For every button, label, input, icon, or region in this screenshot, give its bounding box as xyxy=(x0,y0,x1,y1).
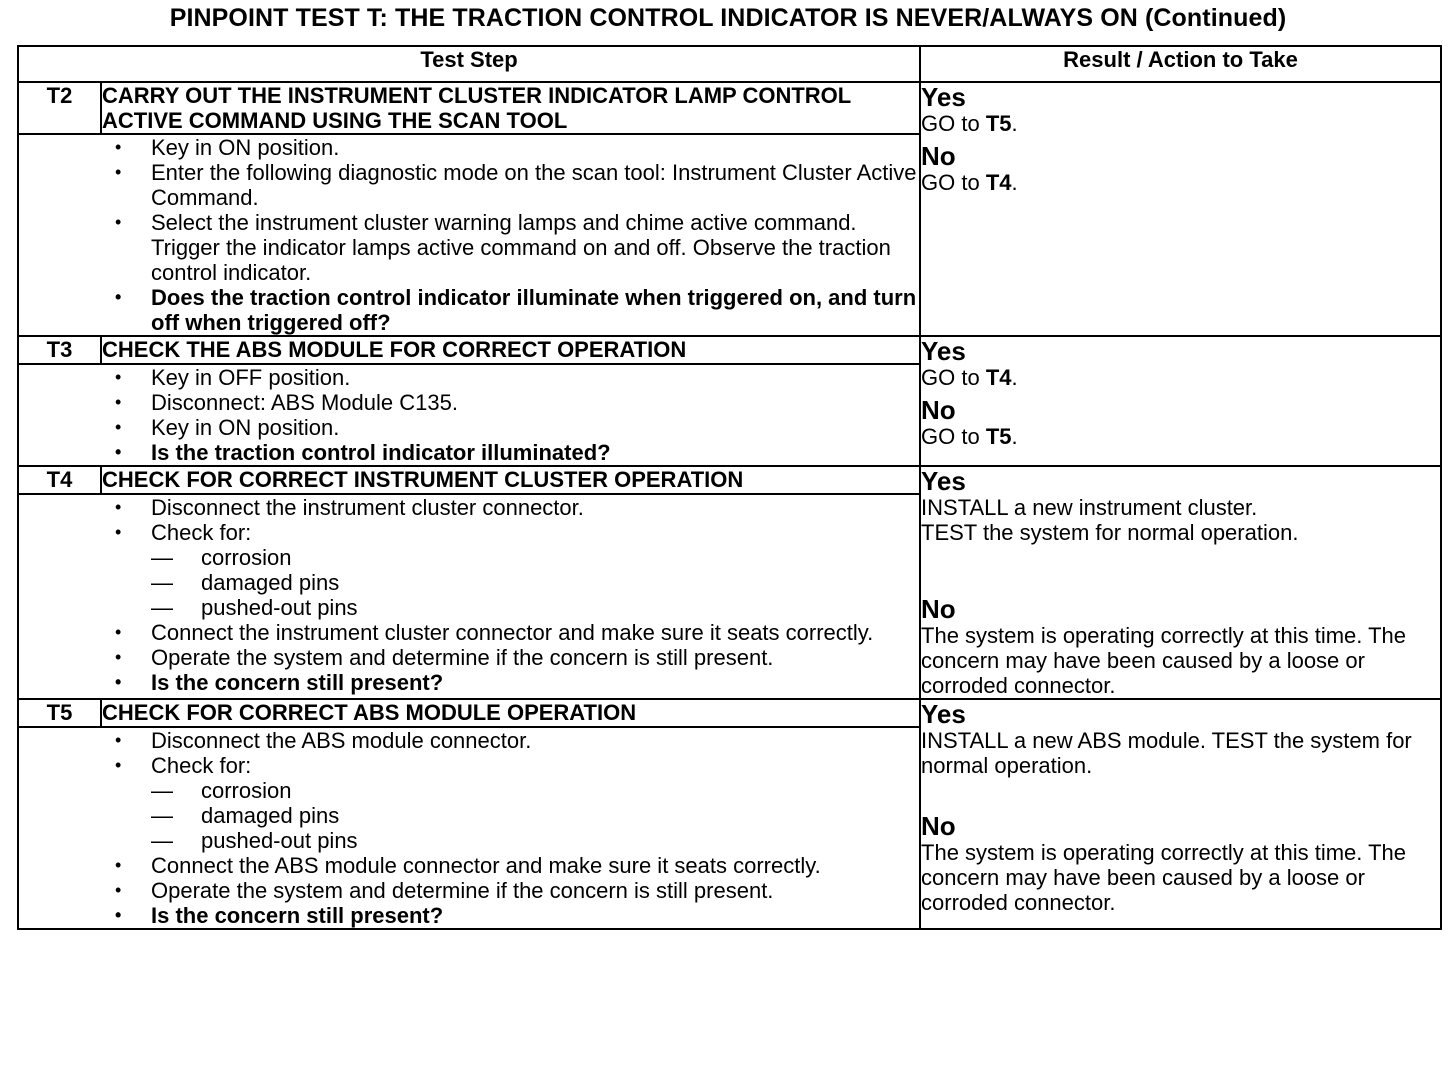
no-label: No xyxy=(921,811,956,841)
step-title: CHECK FOR CORRECT INSTRUMENT CLUSTER OPERATION xyxy=(101,466,920,494)
check-sub-list xyxy=(151,545,919,620)
step-id: T5 xyxy=(18,699,101,727)
no-label: No xyxy=(921,594,956,624)
result-yes xyxy=(921,467,1440,545)
step-body xyxy=(18,494,920,699)
header-test-step: Test Step xyxy=(18,46,920,82)
list-item: • Disconnect: ABS Module C135. xyxy=(19,390,919,415)
no-action: GO to xyxy=(921,170,986,195)
step-question: • Is the concern still present? xyxy=(19,670,919,695)
list-item: • Connect the instrument cluster connector and make sure it seats correctly. xyxy=(19,620,919,645)
list-item: • Enter the following diagnostic mode on the scan tool: Instrument Cluster Active Command. xyxy=(19,160,919,210)
step-bullet-list xyxy=(19,495,919,695)
no-action: The system is operating correctly at this time. The concern may have been caused by a loose or corroded connector. xyxy=(921,840,1407,915)
result-no xyxy=(921,812,1440,915)
list-item: • Operate the system and determine if the concern is still present. xyxy=(19,878,919,903)
list-item: • Connect the ABS module connector and make sure it seats correctly. xyxy=(19,853,919,878)
step-bullet-list xyxy=(19,728,919,928)
yes-target-link[interactable]: T4 xyxy=(985,365,1012,390)
sub-list-item: — damaged pins xyxy=(151,570,919,595)
no-action: The system is operating correctly at this time. The concern may have been caused by a loose or corroded connector. xyxy=(921,623,1407,698)
sub-list-item: — corrosion xyxy=(151,545,919,570)
no-target-link[interactable]: T4 xyxy=(985,170,1012,195)
list-item: • Key in ON position. xyxy=(19,135,919,160)
header-result: Result / Action to Take xyxy=(920,46,1441,82)
yes-action: GO to xyxy=(921,111,986,136)
step-t2-result xyxy=(920,82,1441,336)
step-question: • Is the concern still present? xyxy=(19,903,919,928)
yes-label: Yes xyxy=(921,336,966,366)
yes-label: Yes xyxy=(921,466,966,496)
page-title: PINPOINT TEST T: THE TRACTION CONTROL INDICATOR IS NEVER/ALWAYS ON (Continued) xyxy=(169,4,1287,32)
step-t2-title-row xyxy=(18,82,1441,134)
no-label: No xyxy=(921,141,956,171)
step-t4-result xyxy=(920,466,1441,699)
step-title: CHECK FOR CORRECT ABS MODULE OPERATION xyxy=(101,699,920,727)
yes-action: GO to xyxy=(921,365,986,390)
step-id: T3 xyxy=(18,336,101,364)
table-header-row xyxy=(18,46,1441,82)
step-t4-title-row xyxy=(18,466,1441,494)
step-t5-title-row xyxy=(18,699,1441,727)
step-title: CARRY OUT THE INSTRUMENT CLUSTER INDICATOR LAMP CONTROL ACTIVE COMMAND USING THE SCAN TOOL xyxy=(101,82,920,134)
list-item: • Operate the system and determine if the concern is still present. xyxy=(19,645,919,670)
result-no xyxy=(921,595,1440,698)
sub-list-item: — pushed-out pins xyxy=(151,595,919,620)
yes-action: INSTALL a new instrument cluster. xyxy=(921,495,1258,520)
result-yes: Yes GO to T5. xyxy=(921,83,1440,136)
step-question: • Is the traction control indicator illuminated? xyxy=(19,440,919,465)
step-bullet-list xyxy=(19,365,919,465)
list-item: • Key in OFF position. xyxy=(19,365,919,390)
sub-list-item: — corrosion xyxy=(151,778,919,803)
sub-list-item: — pushed-out pins xyxy=(151,828,919,853)
result-no: No GO to T4. xyxy=(921,142,1440,195)
step-question: • Does the traction control indicator illuminate when triggered on, and turn off when triggered off? xyxy=(19,285,919,335)
list-item: • Disconnect the ABS module connector. xyxy=(19,728,919,753)
list-item: • Disconnect the instrument cluster connector. xyxy=(19,495,919,520)
step-t3-result xyxy=(920,336,1441,466)
yes-label: Yes xyxy=(921,82,966,112)
step-id: T4 xyxy=(18,466,101,494)
step-body xyxy=(18,727,920,929)
list-item xyxy=(19,520,919,620)
result-yes: Yes GO to T4. xyxy=(921,337,1440,390)
result-yes xyxy=(921,700,1440,778)
no-action: GO to xyxy=(921,424,986,449)
no-target-link[interactable]: T5 xyxy=(985,424,1012,449)
pinpoint-test-table xyxy=(17,45,1442,930)
check-for-label: Check for: xyxy=(151,520,252,546)
step-bullet-list xyxy=(19,135,919,335)
check-for-label: Check for: xyxy=(151,753,252,778)
step-body xyxy=(18,134,920,336)
yes-target-link[interactable]: T5 xyxy=(985,111,1012,136)
list-item: • Select the instrument cluster warning lamps and chime active command. Trigger the indicator lamps active command on and off. Observe the traction control indicator. xyxy=(19,210,919,285)
list-item xyxy=(19,753,919,853)
yes-label: Yes xyxy=(921,699,966,729)
step-t3-title-row xyxy=(18,336,1441,364)
no-label: No xyxy=(921,395,956,425)
yes-action-test: TEST the system for normal operation. xyxy=(921,520,1299,545)
step-title: CHECK THE ABS MODULE FOR CORRECT OPERATION xyxy=(101,336,920,364)
yes-action: INSTALL a new ABS module. TEST the system for normal operation. xyxy=(921,728,1412,778)
step-body xyxy=(18,364,920,466)
step-id: T2 xyxy=(18,82,101,134)
sub-list-item: — damaged pins xyxy=(151,803,919,828)
result-no: No GO to T5. xyxy=(921,396,1440,449)
check-sub-list xyxy=(151,778,919,853)
list-item: • Key in ON position. xyxy=(19,415,919,440)
step-t5-result xyxy=(920,699,1441,929)
